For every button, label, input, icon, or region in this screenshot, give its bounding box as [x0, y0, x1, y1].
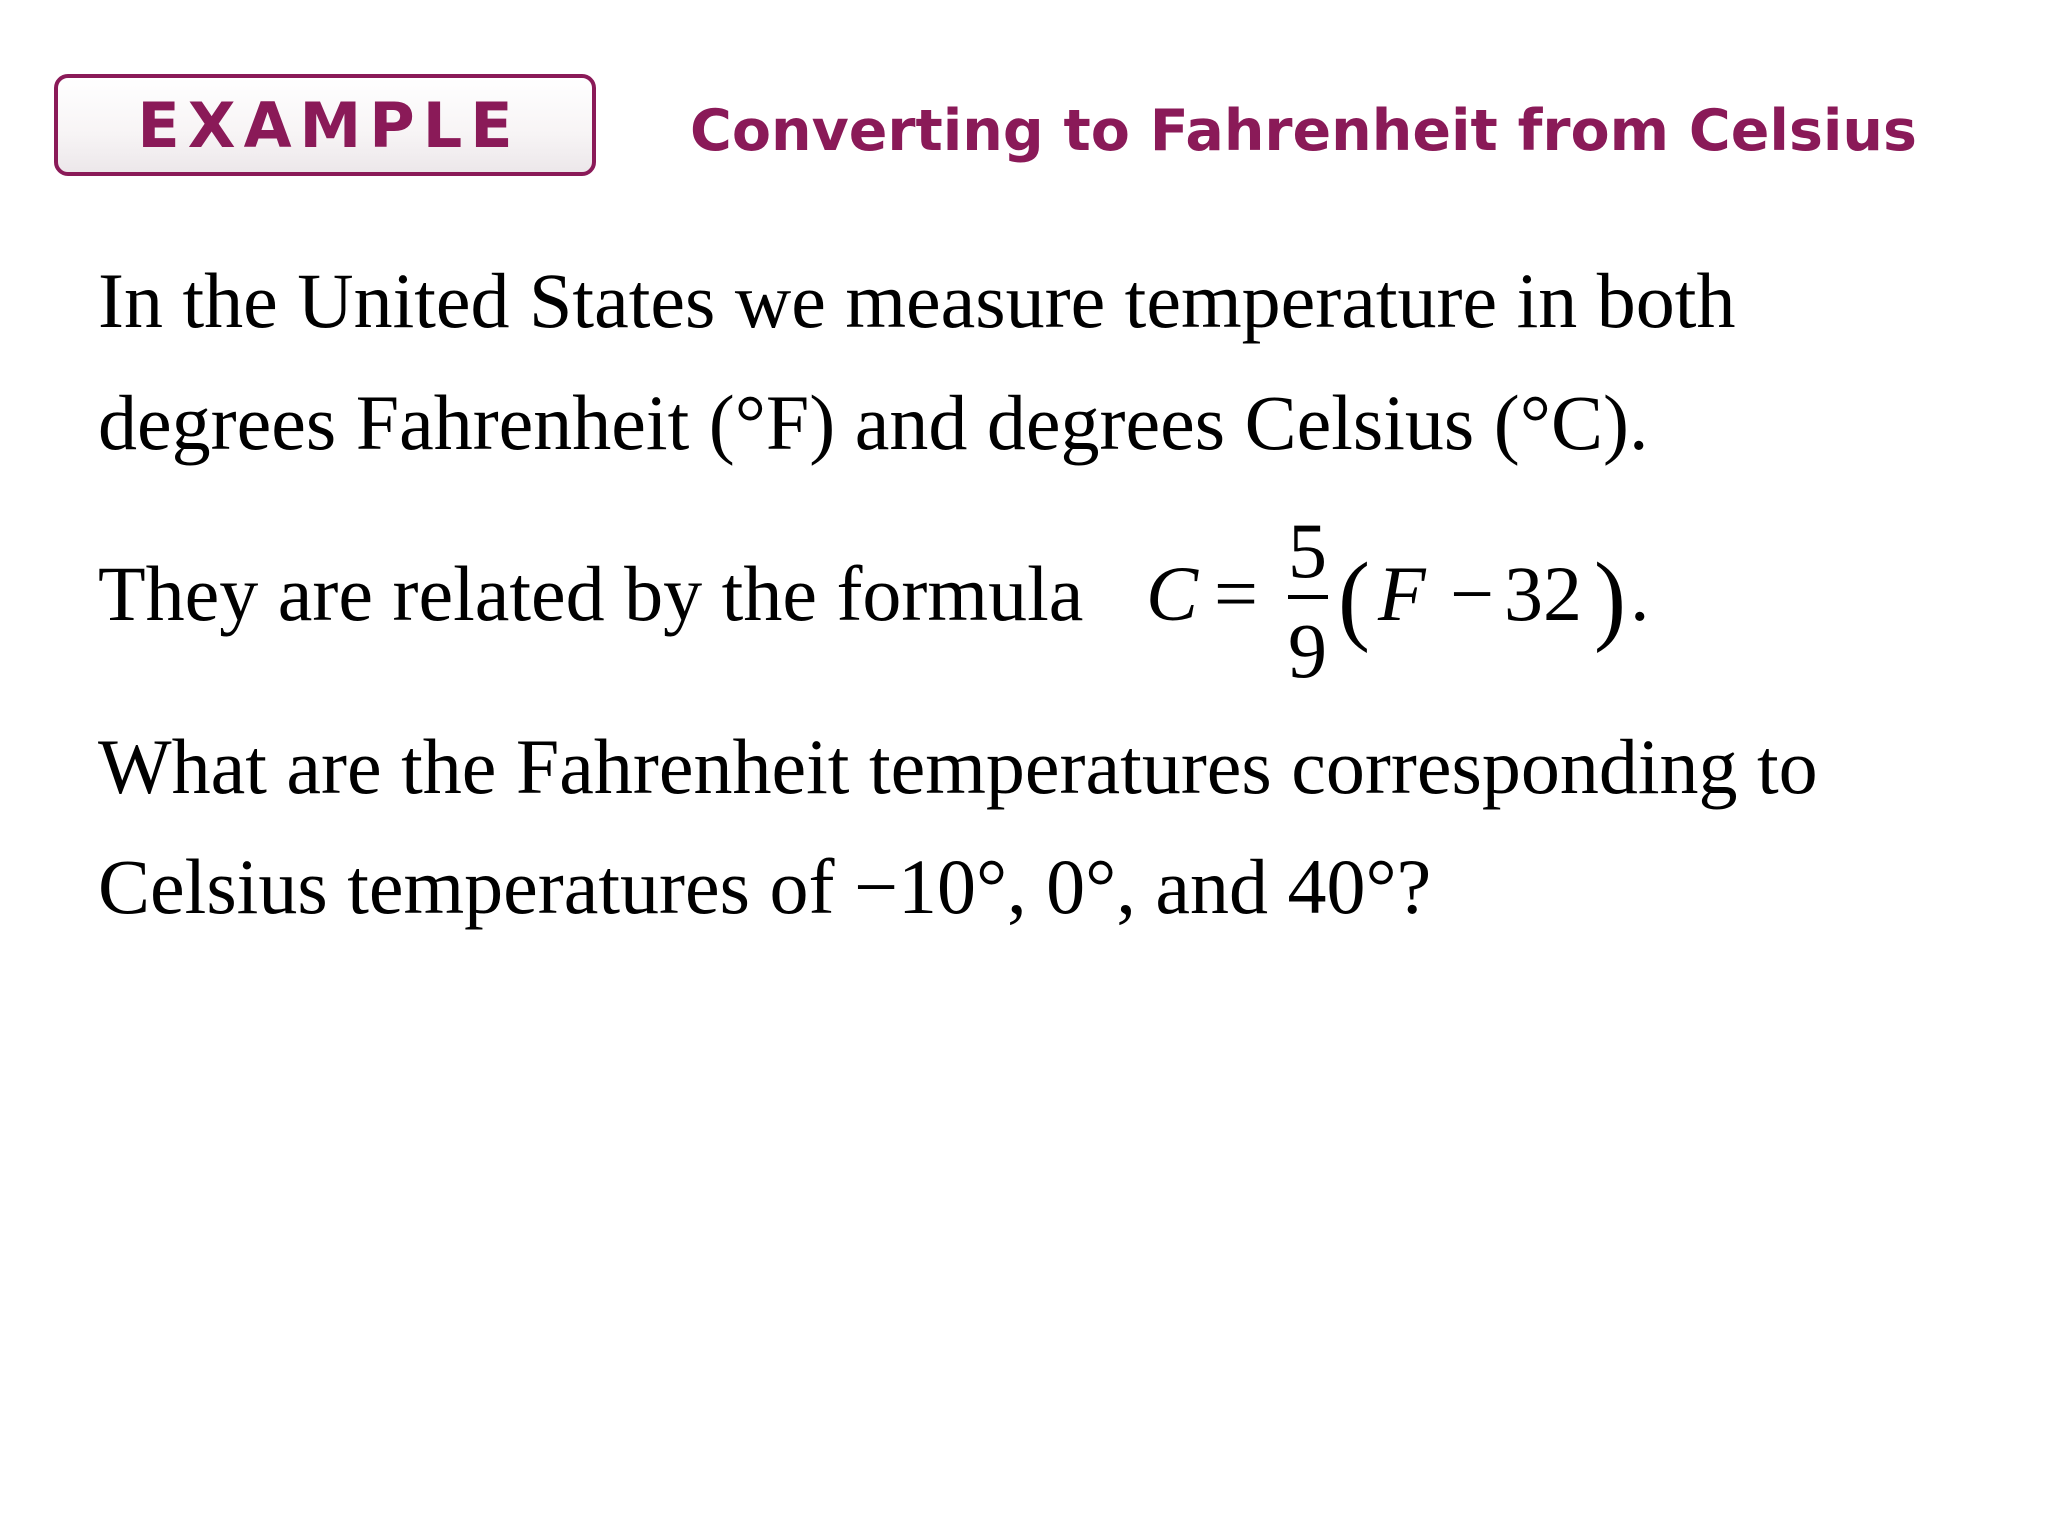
example-badge-label: EXAMPLE: [137, 88, 521, 162]
celsius-values: −10°, 0°, and 40°?: [853, 843, 1432, 930]
formula-fraction-numerator: 5: [1288, 507, 1327, 594]
paragraph-line-4: What are the Fahrenheit temperatures corresponding to: [98, 723, 1818, 810]
formula-fraction-denominator: 9: [1288, 607, 1327, 694]
formula-minus: −: [1450, 550, 1494, 637]
paragraph-line-1: In the United States we measure temperature in both: [98, 257, 1736, 344]
formula-period: .: [1630, 550, 1650, 637]
formula-variable-f: F: [1378, 550, 1426, 637]
paragraph-line-3: They are related by the formula: [98, 550, 1084, 637]
formula-paren-open: (: [1338, 541, 1370, 654]
paragraph-line-5-prefix: Celsius temperatures of: [98, 843, 854, 930]
paragraph-line-5: [98, 843, 1432, 930]
example-heading: Converting to Fahrenheit from Celsius: [690, 98, 1917, 164]
formula-constant: 32: [1504, 550, 1582, 637]
formula-paren-close: ): [1594, 541, 1626, 654]
paragraph-line-2: degrees Fahrenheit (°F) and degrees Celsius (°C).: [98, 379, 1649, 466]
example-badge: [54, 74, 596, 176]
formula-equals: =: [1214, 550, 1258, 637]
formula-fraction-bar: [1288, 595, 1328, 599]
formula-variable-c: C: [1146, 550, 1199, 637]
